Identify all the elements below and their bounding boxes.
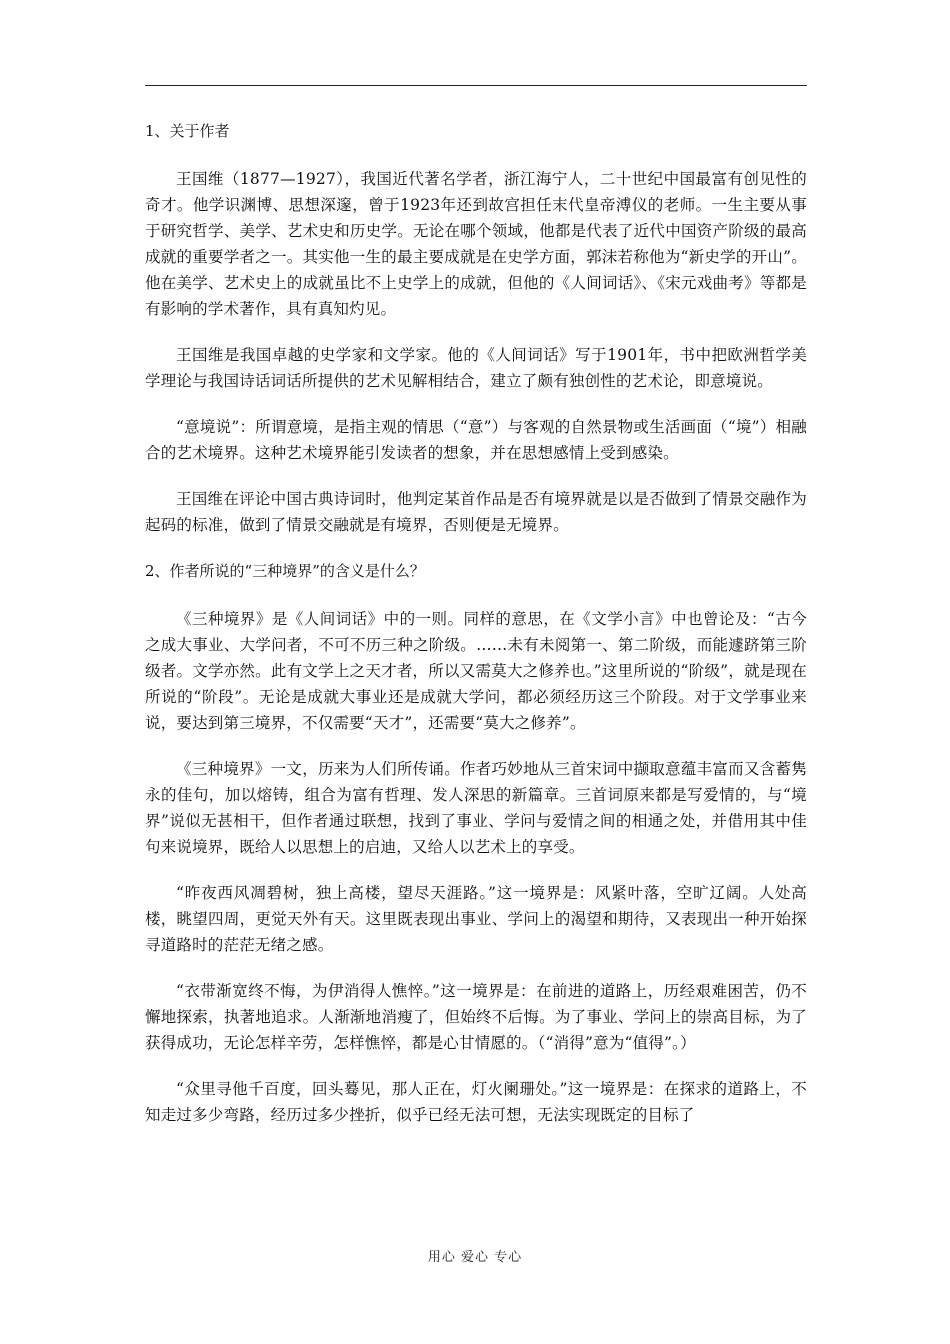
paragraph: “众里寻他千百度，回头蓦见，那人正在，灯火阑珊处。”这一境界是：在探求的道路上，不知走过多少弯路，经历过多少挫折，似乎已经无法可想，无法实现既定的目标了 — [145, 1080, 807, 1124]
paragraph: “衣带渐宽终不悔，为伊消得人憔悴。”这一境界是：在前进的道路上，历经艰难困苦，仍不懈地探索，执著地追求。人渐渐地消瘦了，但始终不后悔。为了事业、学问上的崇高目标，为了获得成功，无论怎样辛劳，怎样憔悴，都是心甘情愿的。（“消得”意为“值得”。） — [145, 982, 807, 1052]
section-about-author — [145, 118, 807, 538]
paragraph: 王国维（1877—1927），我国近代著名学者，浙江海宁人，二十世纪中国最富有创见性的奇才。他学识渊博、思想深邃，曾于1923年还到故宫担任末代皇帝溥仪的老师。一生主要从事于研究哲学、美学、艺术史和历史学。无论在哪个领域，他都是代表了近代中国资产阶级的最高成就的重要学者之一。其实他一生的最主要成就是在史学方面，郭沫若称他为“新史学的开山”。他在美学、艺术史上的成就虽比不上史学上的成就，但他的《人间词话》、《宋元戏曲考》等都是有影响的学术著作，具有真知灼见。 — [145, 170, 807, 318]
paragraph: 《三种境界》一文，历来为人们所传诵。作者巧妙地从三首宋词中撷取意蕴丰富而又含蓄隽永的佳句，加以熔铸，组合为富有哲理、发人深思的新篇章。三首词原来都是写爱情的，与“境界”说似无甚相干，但作者通过联想，找到了事业、学问与爱情之间的相通之处，并借用其中佳句来说境界，既给人以思想上的启迪，又给人以艺术上的享受。 — [145, 760, 807, 856]
paragraph: 王国维在评论中国古典诗词时，他判定某首作品是否有境界就是以是否做到了情景交融作为起码的标准，做到了情景交融就是有境界，否则便是无境界。 — [145, 490, 807, 534]
section-three-realms — [145, 558, 807, 1128]
paragraph: “意境说”：所谓意境，是指主观的情思（“意”）与客观的自然景物或生活画面（“境”）相融合的艺术境界。这种艺术境界能引发读者的想象，并在思想感情上受到感染。 — [145, 418, 807, 462]
section-heading: 2、作者所说的“三种境界”的含义是什么？ — [145, 562, 425, 580]
paragraph: “昨夜西风凋碧树，独上高楼，望尽天涯路。”这一境界是：风紧叶落，空旷辽阔。人处高楼，眺望四周，更觉天外有天。这里既表现出事业、学问上的渴望和期待，又表现出一种开始探寻道路时的茫茫无绪之感。 — [145, 884, 807, 954]
document-body — [145, 118, 807, 1148]
header-rule — [145, 85, 807, 86]
page-footer: 用心 爱心 专心 — [427, 1250, 523, 1265]
paragraph: 《三种境界》是《人间词话》中的一则。同样的意思，在《文学小言》中也曾论及：“古今之成大事业、大学问者，不可不历三种之阶级。……未有未阅第一、第二阶级，而能遽跻第三阶级者。文学亦然。此有文学上之天才者，所以又需莫大之修养也。”这里所说的“阶级”，就是现在所说的“阶段”。无论是成就大事业还是成就大学问，都必须经历这三个阶段。对于文学事业来说，要达到第三境界，不仅需要“天才”，还需要“莫大之修养”。 — [145, 610, 807, 732]
paragraph: 王国维是我国卓越的史学家和文学家。他的《人间词话》写于1901年，书中把欧洲哲学美学理论与我国诗话词话所提供的艺术见解相结合，建立了颇有独创性的艺术论，即意境说。 — [145, 346, 807, 390]
section-heading: 1、关于作者 — [145, 122, 230, 140]
